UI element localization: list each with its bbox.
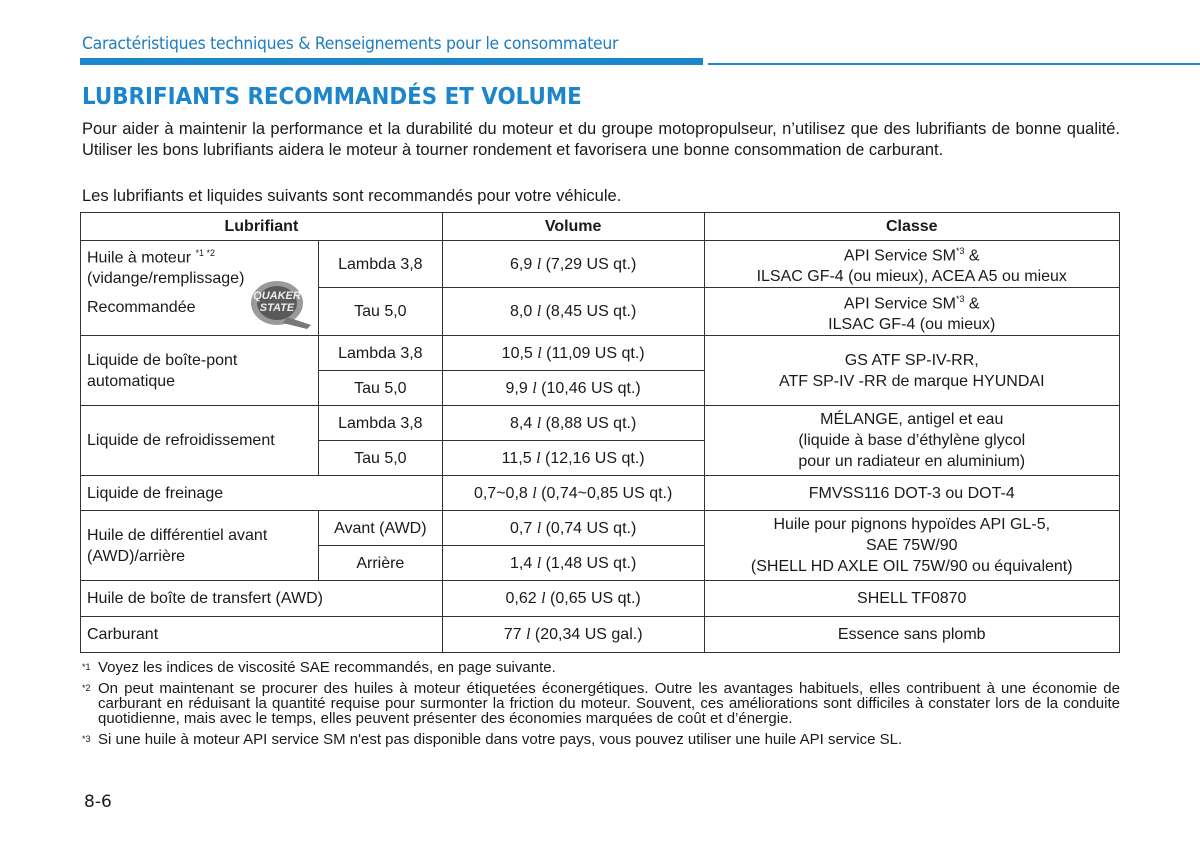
footnote: *3 Si une huile à moteur API service SM n'est pas disponible dans votre pays, vous pouvez utiliser une huile API service SL.	[82, 731, 903, 748]
volume-cell: 0,62 l (0,65 US qt.)	[442, 581, 704, 617]
header-volume: Volume	[442, 213, 704, 241]
table-row	[81, 336, 1120, 371]
engine-cell: Lambda 3,8	[318, 241, 442, 288]
volume-cell: 0,7~0,8 l (0,74~0,85 US qt.)	[442, 476, 704, 511]
volume-cell: 0,7 l (0,74 US qt.)	[442, 511, 704, 546]
class-cell: GS ATF SP-IV-RR, ATF SP-IV -RR de marque HYUNDAI	[704, 336, 1120, 406]
lubricants-table	[80, 212, 1120, 653]
table-row	[81, 476, 1120, 511]
footnote: *2 On peut maintenant se procurer des huiles à moteur étiquetées éconergétiques. Outre les avantages habituels, elles contribuent à une économie de carburant en réduisant la quantité requise pour surmonter la friction du moteur. Souvent, ces améliorations sont difficiles à constater lors de la conduite quotidienne, mais avec le temps, elles peuvent présenter des économies marquées de coût et d’énergie.	[82, 680, 1120, 727]
header-lubrifiant: Lubrifiant	[81, 213, 443, 241]
volume-cell: 8,4 l (8,88 US qt.)	[442, 406, 704, 441]
table-row	[81, 511, 1120, 546]
volume-cell: 10,5 l (11,09 US qt.)	[442, 336, 704, 371]
engine-oil-recommended: Recommandée	[87, 299, 196, 317]
intro-paragraph: Pour aider à maintenir la performance et la durabilité du moteur et du groupe motopropulseur, n’utilisez que des lubrifiants de bonne qualité. Utiliser les bons lubrifiants aidera le moteur à tourner rondement et favorisera une bonne consommation de carburant.	[82, 120, 1120, 159]
volume-cell: 9,9 l (10,46 US qt.)	[442, 371, 704, 406]
section-header: Caractéristiques techniques & Renseignements pour le consommateur	[82, 34, 619, 54]
fuel-label: Carburant	[81, 617, 443, 653]
page-title: LUBRIFIANTS RECOMMANDÉS ET VOLUME	[82, 84, 582, 110]
diff-label: Huile de différentiel avant (AWD)/arrière	[81, 511, 319, 581]
volume-cell: 77 l (20,34 US gal.)	[442, 617, 704, 653]
class-cell: API Service SM$^{*3}$ & ILSAC GF-4 (ou mieux)	[704, 288, 1120, 336]
table-row	[81, 406, 1120, 441]
footnote: *1 Voyez les indices de viscosité SAE recommandés, en page suivante.	[82, 659, 556, 676]
table-row	[81, 241, 1120, 288]
volume-cell: 1,4 l (1,48 US qt.)	[442, 546, 704, 581]
page-number: 8-6	[84, 792, 112, 812]
class-cell: Essence sans plomb	[704, 617, 1120, 653]
class-cell: SHELL TF0870	[704, 581, 1120, 617]
engine-cell: Tau 5,0	[318, 288, 442, 336]
engine-oil-label: Huile à moteur	[87, 249, 192, 267]
class-cell: Huile pour pignons hypoïdes API GL-5, SAE 75W/90 (SHELL HD AXLE OIL 75W/90 ou équivalent)	[704, 511, 1120, 581]
svg-text:STATE: STATE	[259, 302, 295, 314]
engine-oil-label2: (vidange/remplissage)	[87, 270, 245, 288]
header-classe: Classe	[704, 213, 1120, 241]
engine-cell: Arrière	[318, 546, 442, 581]
class-cell: MÉLANGE, antigel et eau (liquide à base d’éthylène glycol pour un radiateur en aluminium)	[704, 406, 1120, 476]
footnote-ref: *1 *2	[195, 248, 216, 258]
table-row	[81, 581, 1120, 617]
table-row	[81, 617, 1120, 653]
header-rule	[708, 63, 1200, 65]
volume-cell: 11,5 l (12,16 US qt.)	[442, 441, 704, 476]
class-cell: API Service SM$^{*3}$ & ILSAC GF-4 (ou mieux), ACEA A5 ou mieux	[704, 241, 1120, 288]
brake-label: Liquide de freinage	[81, 476, 443, 511]
engine-cell: Avant (AWD)	[318, 511, 442, 546]
quaker-state-logo	[247, 279, 315, 331]
atf-label: Liquide de boîte-pont automatique	[81, 336, 319, 406]
intro-paragraph-2: Les lubrifiants et liquides suivants sont recommandés pour votre véhicule.	[82, 187, 622, 205]
coolant-label: Liquide de refroidissement	[81, 406, 319, 476]
svg-text:QUAKER: QUAKER	[253, 290, 301, 302]
engine-oil-cell	[81, 241, 319, 336]
table-header-row	[81, 213, 1120, 241]
transfer-label: Huile de boîte de transfert (AWD)	[81, 581, 443, 617]
footnotes	[82, 660, 1120, 753]
class-cell: FMVSS116 DOT-3 ou DOT-4	[704, 476, 1120, 511]
volume-cell: 8,0 l (8,45 US qt.)	[442, 288, 704, 336]
engine-cell: Tau 5,0	[318, 441, 442, 476]
engine-cell: Lambda 3,8	[318, 336, 442, 371]
volume-cell: 6,9 l (7,29 US qt.)	[442, 241, 704, 288]
engine-cell: Tau 5,0	[318, 371, 442, 406]
header-bar	[80, 58, 703, 65]
engine-cell: Lambda 3,8	[318, 406, 442, 441]
